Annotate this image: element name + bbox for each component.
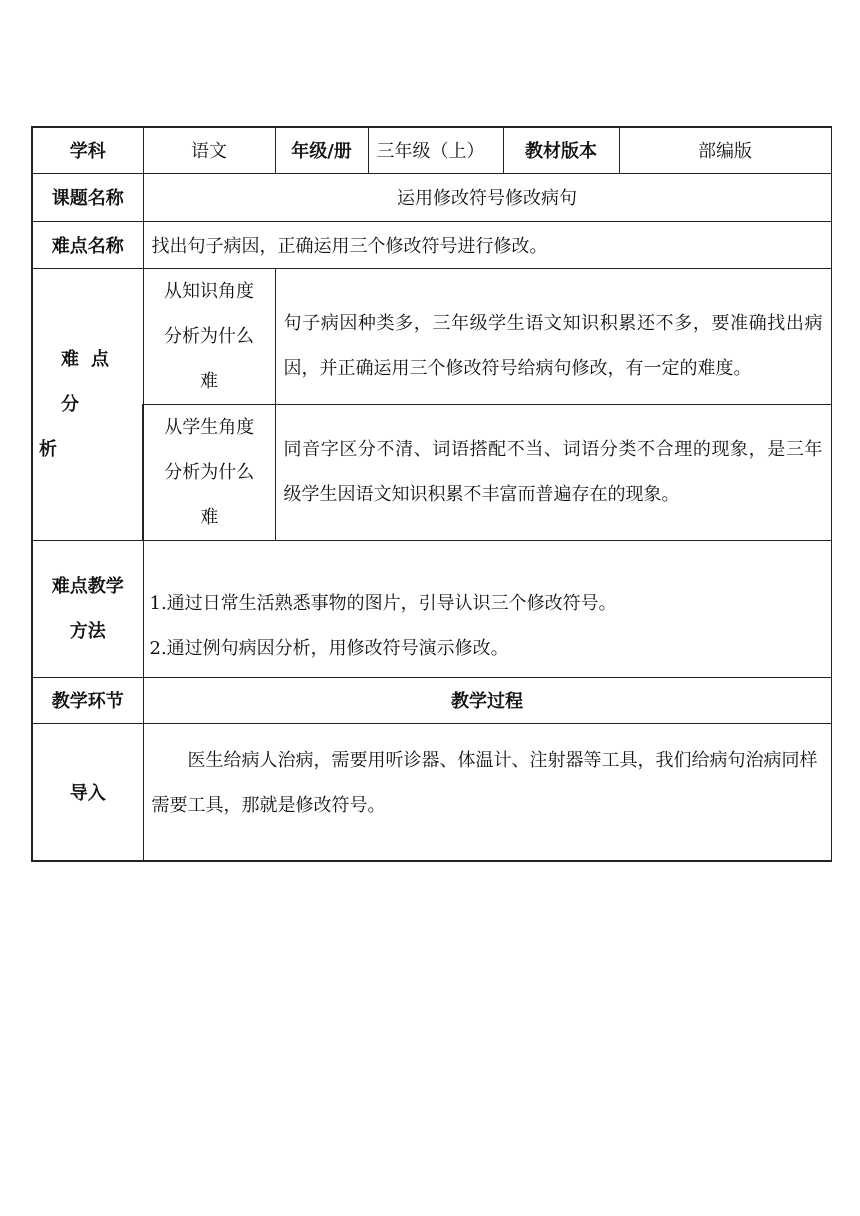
intro-label: 导入	[32, 723, 143, 861]
grade-value: 三年级（上）	[368, 127, 503, 173]
student-label-line1: 从学生角度	[164, 416, 255, 438]
analysis-knowledge-row	[32, 268, 831, 404]
student-label-line2: 分析为什么	[164, 461, 255, 483]
student-analysis-text: 同音字区分不清、词语搭配不当、词语分类不合理的现象，是三年级学生因语文知识积累不丰富而普遍存在的现象。	[275, 404, 831, 540]
subject-value: 语文	[143, 127, 275, 173]
intro-text: 医生给病人治病，需要用听诊器、体温计、注射器等工具，我们给病句治病同样需要工具，那就是修改符号。	[143, 723, 831, 861]
knowledge-label-line3: 难	[200, 370, 218, 392]
difficulty-row	[32, 221, 831, 268]
edition-label: 教材版本	[503, 127, 619, 173]
student-angle-label	[143, 404, 275, 540]
method-item: 2.通过例句病因分析，用修改符号演示修改。	[149, 637, 509, 659]
process-header-row	[32, 677, 831, 723]
topic-row	[32, 173, 831, 221]
student-label-line3: 难	[200, 506, 219, 528]
grade-label: 年级/册	[275, 127, 368, 173]
difficulty-value: 找出句子病因，正确运用三个修改符号进行修改。	[143, 221, 831, 268]
method-row	[32, 540, 831, 677]
lesson-plan-table	[31, 126, 832, 862]
subject-label: 学科	[32, 127, 143, 173]
analysis-label-line1: 难点分	[61, 348, 121, 415]
knowledge-label-line2: 分析为什么	[164, 325, 254, 347]
method-label	[32, 540, 143, 677]
method-list	[143, 540, 831, 677]
edition-value: 部编版	[619, 127, 831, 173]
topic-label: 课题名称	[32, 173, 143, 221]
method-item: 1.通过日常生活熟悉事物的图片，引导认识三个修改符号。	[149, 592, 617, 614]
knowledge-label-line1: 从知识角度	[164, 280, 254, 302]
process-label: 教学过程	[143, 677, 831, 723]
stage-label: 教学环节	[32, 677, 143, 723]
intro-row	[32, 723, 831, 861]
analysis-label-line2: 析	[39, 438, 57, 460]
topic-value: 运用修改符号修改病句	[143, 173, 831, 221]
method-label-line1: 难点教学	[51, 575, 124, 597]
knowledge-analysis-text: 句子病因种类多，三年级学生语文知识积累还不多，要准确找出病因，并正确运用三个修改符号给病句修改，有一定的难度。	[275, 268, 831, 404]
knowledge-angle-label	[143, 268, 275, 404]
difficulty-label: 难点名称	[32, 221, 143, 268]
header-row	[32, 127, 831, 173]
method-label-line2: 方法	[69, 620, 106, 642]
analysis-label	[32, 268, 143, 540]
analysis-student-row	[32, 404, 831, 540]
